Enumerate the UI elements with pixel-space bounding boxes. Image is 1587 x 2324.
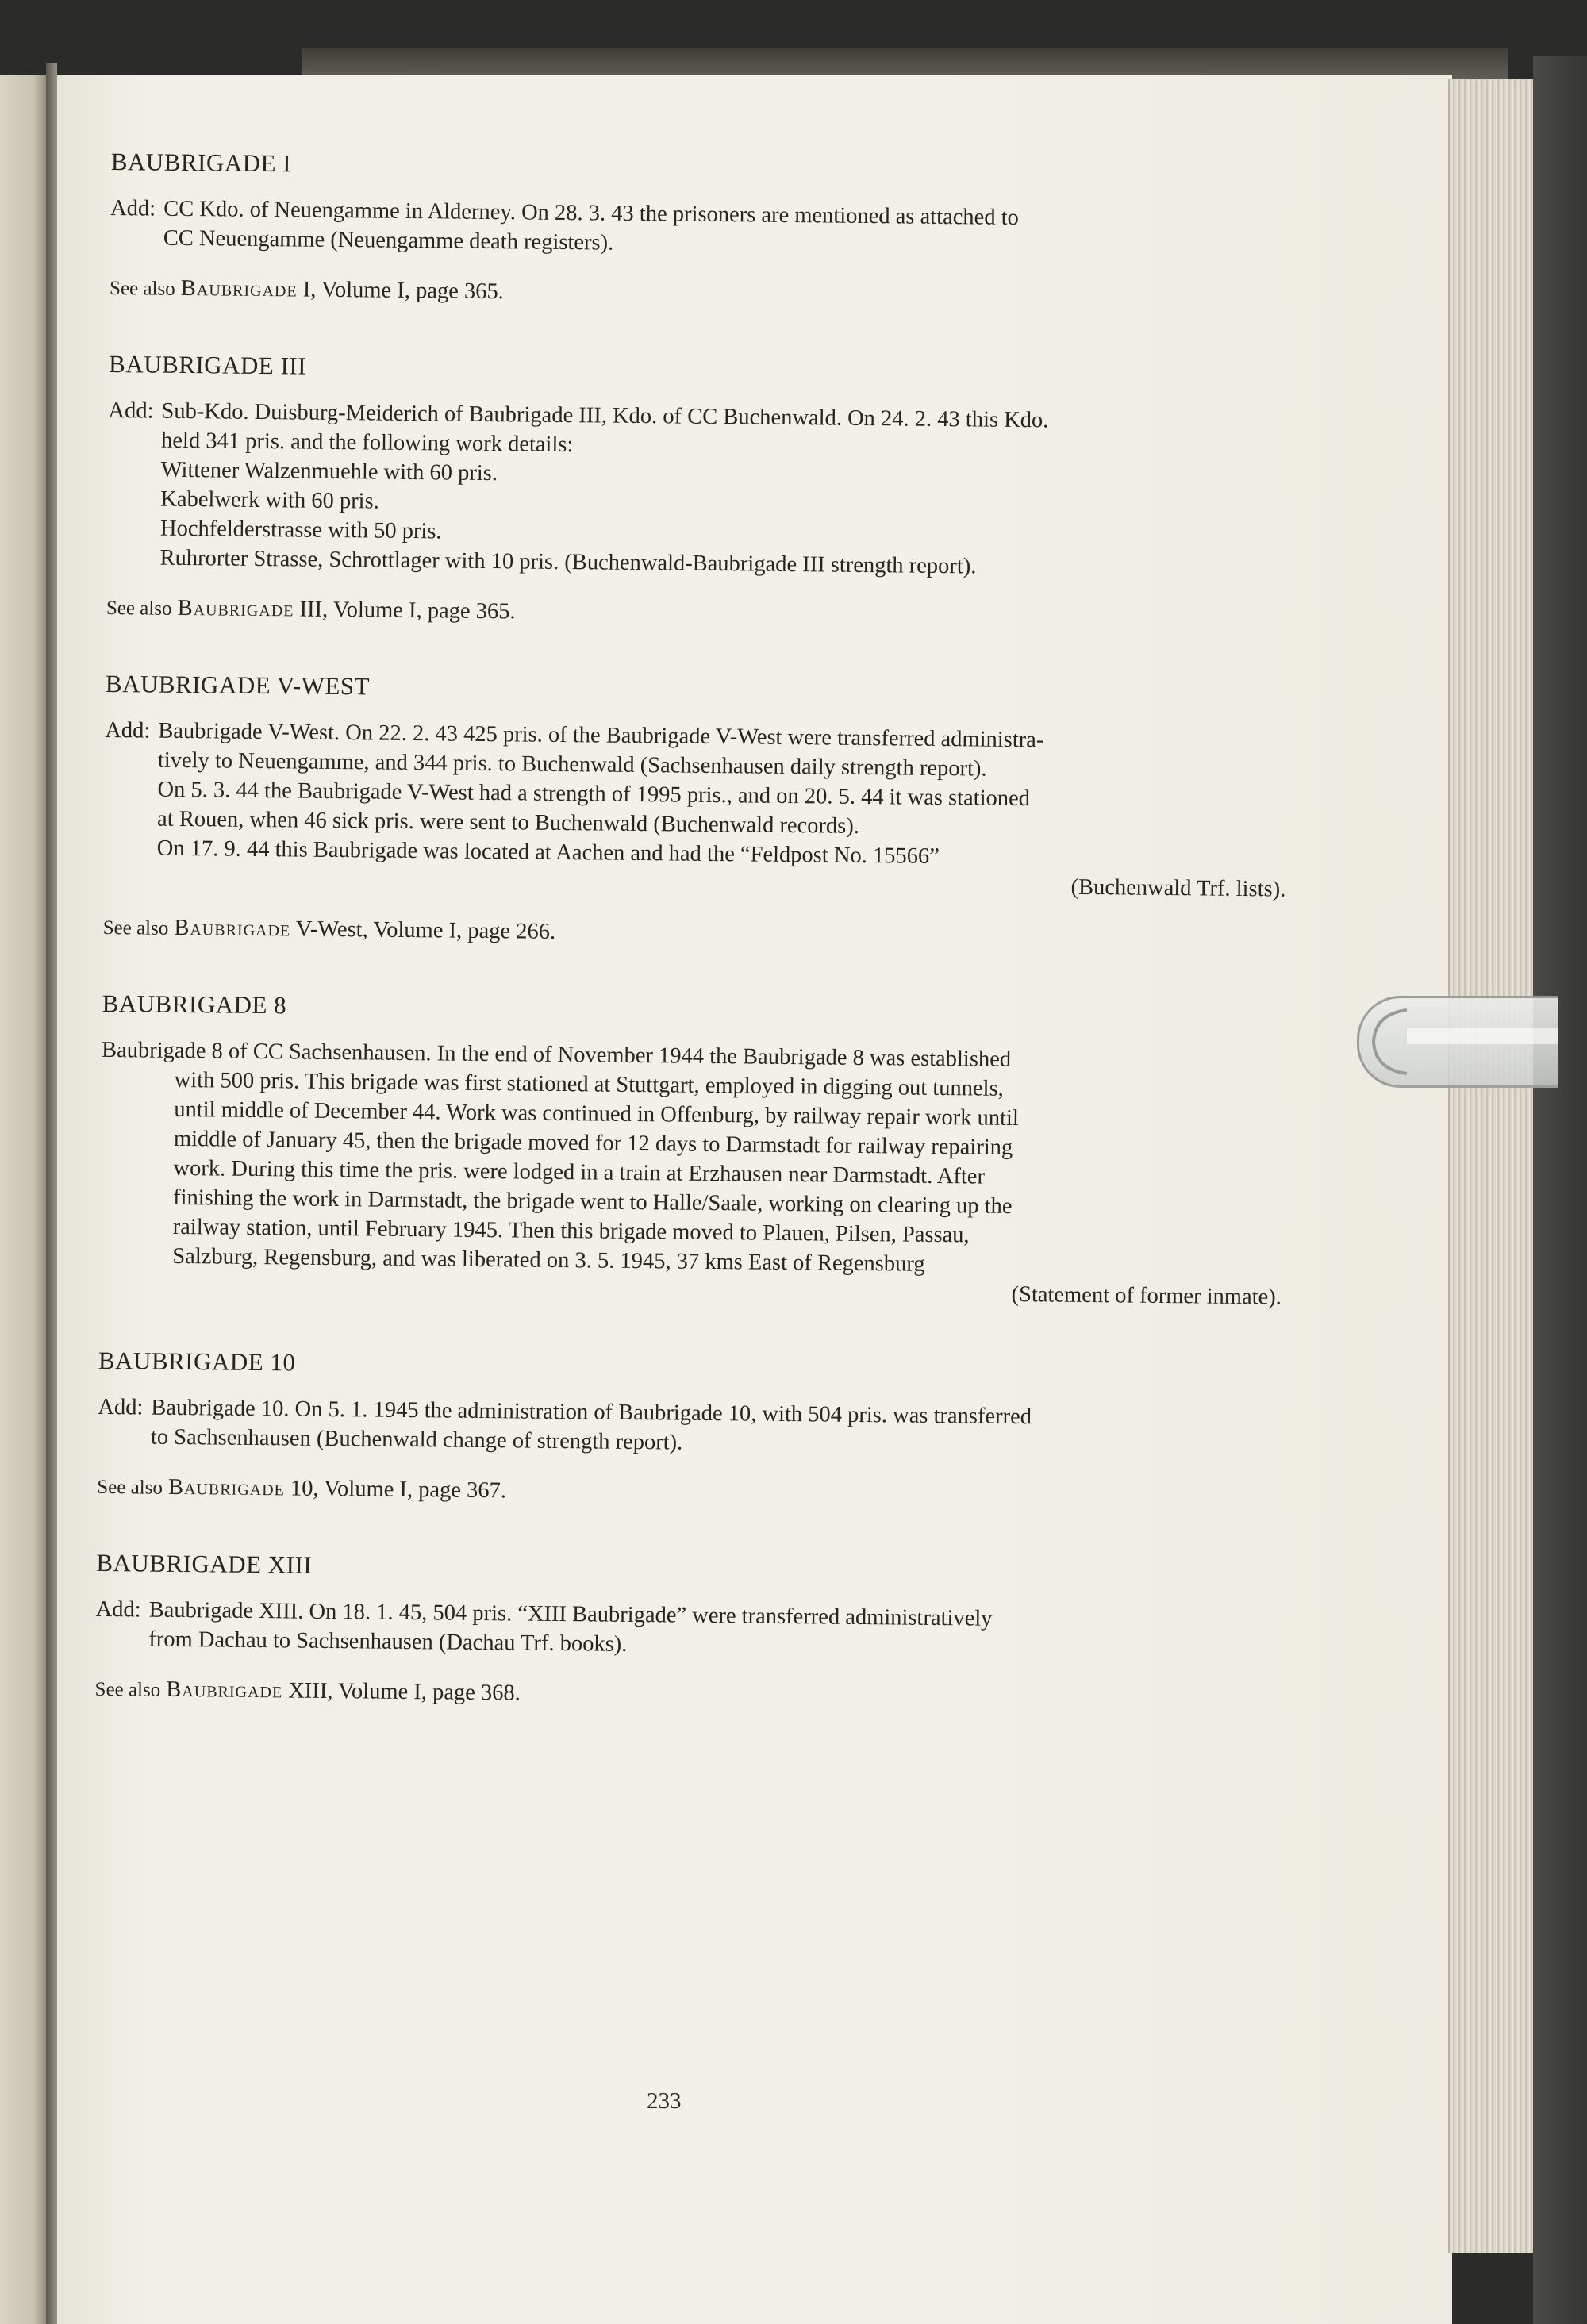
book-gutter <box>46 63 57 2324</box>
text-line: Kabelwerk with 60 pris. <box>160 486 379 514</box>
text-line: Baubrigade 10. On 5. 1. 1945 the administration of Baubrigade 10, with 504 pris. was transferred <box>151 1395 1032 1430</box>
entry-add <box>95 1595 1278 1666</box>
add-label: Add: <box>95 1596 141 1623</box>
entry-plain <box>99 1035 1284 1312</box>
text-line: railway station, until February 1945. Then this brigade moved to Plauen, Pilsen, Passau, <box>172 1214 970 1248</box>
add-label: Add: <box>108 398 154 424</box>
text-line: CC Neuengamme (Neuengamme death registers). <box>163 225 614 255</box>
bookmark-clip-icon <box>1357 996 1558 1088</box>
text-line: On 17. 9. 44 this Baubrigade was located at Aachen and had the “Feldpost No. 15566” <box>156 835 940 869</box>
text-line: Wittener Walzenmuehle with 60 pris. <box>160 457 498 486</box>
text-line: from Dachau to Sachsenhausen (Dachau Trf. books). <box>148 1627 628 1657</box>
entry-add <box>103 716 1287 905</box>
text-line: Hochfelderstrasse with 50 pris. <box>159 516 442 544</box>
see-also-label: See also <box>106 597 172 620</box>
entry-add <box>98 1392 1281 1464</box>
text-line: held 341 pris. and the following work details: <box>160 428 574 458</box>
left-facing-page-edge <box>0 75 48 2324</box>
book-cover <box>1533 56 1587 2324</box>
text-line: On 5. 3. 44 the Baubrigade V-West had a strength of 1995 pris., and on 20. 5. 44 it was stationed <box>157 777 1031 812</box>
text-line: to Sachsenhausen (Buchenwald change of strength report). <box>150 1424 683 1455</box>
add-label: Add: <box>110 195 156 221</box>
page-number: 233 <box>647 2088 682 2114</box>
text-line: tively to Neuengamme, and 344 pris. to Buchenwald (Sachsenhausen daily strength report). <box>157 747 987 782</box>
section-heading: BAUBRIGADE III <box>108 349 307 380</box>
see-also <box>97 1472 1279 1515</box>
section-heading: BAUBRIGADE XIII <box>96 1548 313 1579</box>
add-label: Add: <box>98 1394 144 1420</box>
see-also-ref: Baubrigade <box>174 915 291 942</box>
see-also <box>110 273 1292 316</box>
entry-add <box>106 396 1290 585</box>
see-also-rest: III, Volume I, page 365. <box>299 597 516 624</box>
section-heading: BAUBRIGADE I <box>110 147 292 178</box>
text-line: Baubrigade 8 of CC Sachsenhausen. In the end of November 1944 the Baubrigade 8 was established <box>101 1037 1012 1072</box>
section-heading: BAUBRIGADE V-WEST <box>105 669 371 701</box>
text-line: Salzburg, Regensburg, and was liberated on 3. 5. 1945, 37 kms East of Regensburg <box>172 1243 925 1277</box>
section-heading: BAUBRIGADE 8 <box>102 989 287 1020</box>
text-line: until middle of December 44. Work was continued in Offenburg, by railway repair work until <box>174 1097 1020 1131</box>
text-line: finishing the work in Darmstadt, the brigade went to Halle/Saale, working on clearing up the <box>172 1185 1013 1219</box>
add-label: Add: <box>105 717 151 743</box>
text-line: Baubrigade XIII. On 18. 1. 45, 504 pris. “XIII Baubrigade” were transferred administratively <box>148 1597 993 1631</box>
see-also-label: See also <box>109 277 175 300</box>
see-also-ref: Baubrigade <box>166 1677 283 1704</box>
see-also <box>102 912 1285 955</box>
text-line: with 500 pris. This brigade was first stationed at Stuttgart, employed in digging out tunnels, <box>174 1067 1004 1101</box>
see-also-rest: 10, Volume I, page 367. <box>290 1476 507 1504</box>
see-also-ref: Baubrigade <box>167 1474 286 1501</box>
source-note: (Statement of former inmate). <box>1011 1281 1282 1310</box>
text-line: Ruhrorter Strasse, Schrottlager with 10 pris. (Buchenwald-Baubrigade III strength report). <box>159 545 977 579</box>
text-line: CC Kdo. of Neuengamme in Alderney. On 28. 3. 43 the prisoners are mentioned as attached to <box>163 196 1020 230</box>
entry-add <box>110 194 1293 265</box>
text-line: Sub-Kdo. Duisburg-Meiderich of Baubrigade III, Kdo. of CC Buchenwald. On 24. 2. 43 this Kdo. <box>161 398 1049 433</box>
section-heading: BAUBRIGADE 10 <box>98 1346 296 1377</box>
text-line: Baubrigade V-West. On 22. 2. 43 425 pris. of the Baubrigade V-West were transferred administra- <box>158 718 1044 753</box>
text-line: middle of January 45, then the brigade moved for 12 days to Darmstadt for railway repairing <box>173 1126 1013 1160</box>
see-also-ref: Baubrigade <box>177 595 294 622</box>
see-also <box>106 593 1289 636</box>
source-note: (Buchenwald Trf. lists). <box>1070 874 1286 902</box>
see-also-label: See also <box>94 1678 161 1701</box>
see-also-label: See also <box>102 916 169 939</box>
text-line: work. During this time the pris. were lodged in a train at Erzhausen near Darmstadt. After <box>173 1155 986 1189</box>
see-also-ref: Baubrigade <box>180 275 298 302</box>
see-also-rest: I, Volume I, page 365. <box>302 277 504 305</box>
page-edges <box>1448 79 1537 2253</box>
see-also-rest: V-West, Volume I, page 266. <box>295 916 556 944</box>
page-content <box>94 147 1293 1716</box>
see-also-label: See also <box>97 1476 163 1499</box>
see-also-rest: XIII, Volume I, page 368. <box>288 1678 521 1706</box>
text-line: at Rouen, when 46 sick pris. were sent to Buchenwald (Buchenwald records). <box>156 806 860 839</box>
